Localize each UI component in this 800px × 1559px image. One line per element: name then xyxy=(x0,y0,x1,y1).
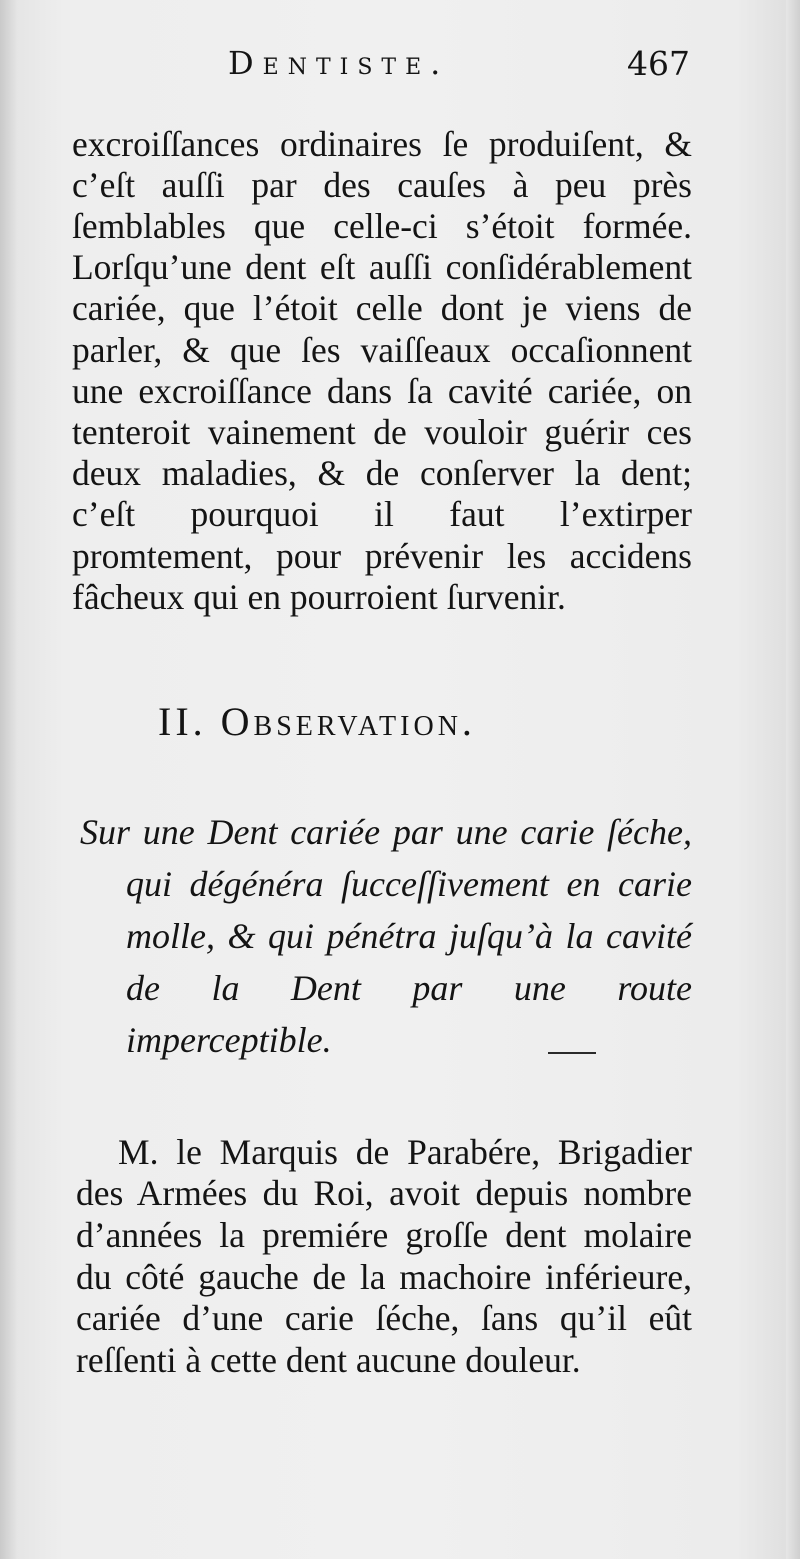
body-paragraph: M. le Marquis de Parabére, Brigadier des Armées du Roi, avoit depuis nombre d’années la premiére groſſe dent molaire du côté gauche de la machoire inférieure, cariée d’une carie ſéche, ſans qu’il eût reſſenti à cette dent aucune douleur. xyxy=(76,1131,692,1381)
running-head: Dentiste. xyxy=(228,44,450,82)
page-edge-left xyxy=(0,0,18,1559)
separator-rule xyxy=(548,1052,596,1054)
page-header xyxy=(228,44,690,94)
section-subtitle: Sur une Dent cariée par une carie ſéche, qui dégénéra ſucceſſivement en carie molle, & qui pénétra juſqu’à la cavité de la Dent par une route imperceptible. xyxy=(80,812,692,1060)
page-edge-right xyxy=(786,0,800,1559)
page-number: 467 xyxy=(627,44,690,83)
section-heading: II. Observation. xyxy=(158,699,476,744)
body-paragraph-continued: excroiſſances ordinaires ſe produiſent, & c’eſt auſſi par des cauſes à peu près ſemblables que celle-ci s’étoit formée. Lorſqu’une dent eſt auſſi conſidérablement cariée, que l’étoit celle dont je viens de parler, & que ſes vaiſſeaux occaſionnent une excroiſſance dans ſa cavité cariée, on tenteroit vainement de vouloir guérir ces deux maladies, & de conſerver la dent; c’eſt pourquoi il faut l’extirper promtement, pour prévenir les accidens fâcheux qui en pourroient ſurvenir. xyxy=(72,123,692,617)
